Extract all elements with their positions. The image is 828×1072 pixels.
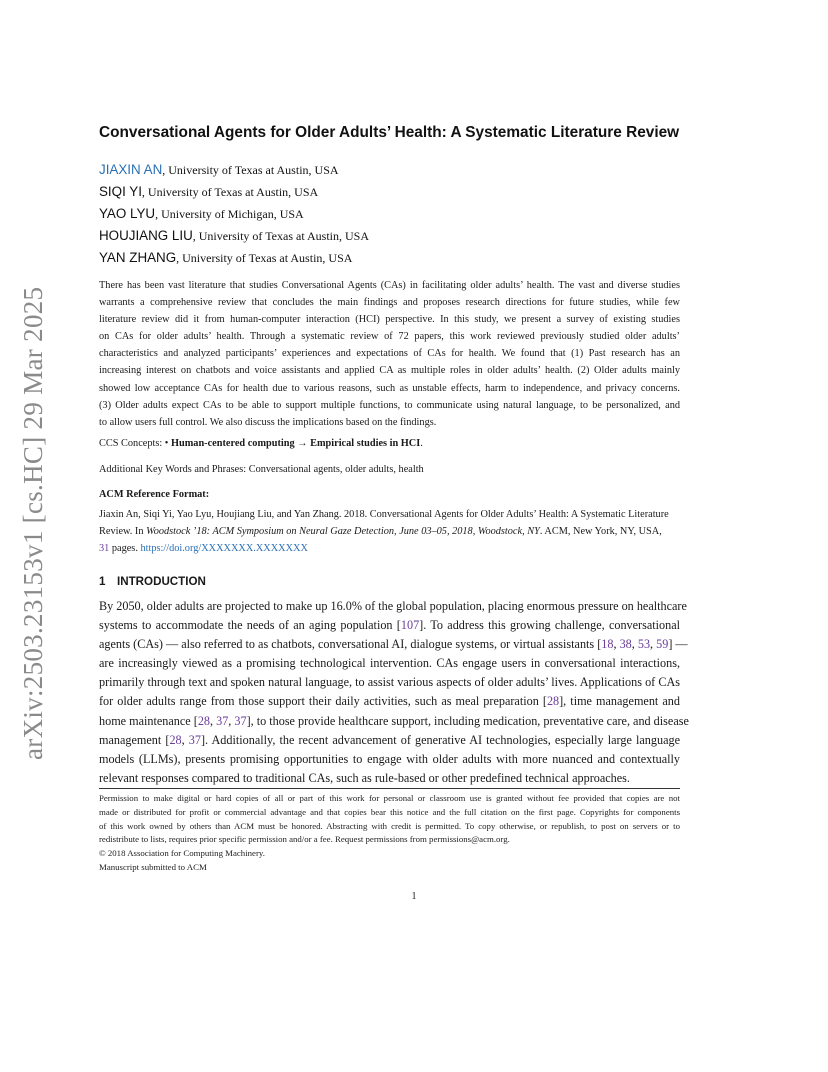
body-line [99,654,680,673]
reference-line [99,540,680,557]
section-heading [99,575,680,588]
reference-text: . ACM, New York, NY, USA, [539,526,662,537]
reference-line [99,523,680,540]
body-text: , [210,713,217,728]
citation-link[interactable]: 18 [601,637,614,652]
citation-link[interactable]: 37 [188,732,201,747]
body-line [99,769,680,788]
section-number: 1 [99,575,106,588]
author-name: YAO LYU [99,206,156,221]
author-name: SIQI YI [99,184,142,199]
body-text: are increasingly viewed as a promising technological intervention. CAs engage users in conversational interactions, [99,656,680,671]
arxiv-identifier-stamp: arXiv:2503.23153v1 [cs.HC] 29 Mar 2025 [18,286,48,760]
author-name: HOUJIANG LIU [99,228,193,243]
section-title: INTRODUCTION [117,575,206,588]
doi-link[interactable]: https://doi.org/XXXXXXX.XXXXXXX [140,543,308,554]
footnote-line: © 2018 Association for Computing Machinery. [99,848,265,859]
author-name-link[interactable]: JIAXIN AN [99,162,163,177]
reference-format-body [99,506,680,557]
body-text: , [650,637,657,652]
author-entry [99,162,339,178]
author-affiliation: , University of Texas at Austin, USA [141,185,319,199]
abstract-line: There has been vast literature that studies Conversational Agents (CAs) in facilitating older adults’ health. The vast and diverse studies [99,280,680,291]
body-text: ]. To address this growing challenge, conversational [419,618,681,633]
body-line [99,597,687,616]
footnote-line: redistribute to lists, requires prior specific permission and/or a fee. Request permissions from permissions@acm.org. [99,834,510,845]
body-text: primarily through text and spoken natural language, to assist various aspects of older adults’ lives. Applications of CAs [99,675,680,690]
footnote-line: of this work owned by others than ACM must be honored. Abstracting with credit is permitted. To copy otherwise, or republish, to post on servers or to [99,820,680,831]
body-text: agents (CAs) — also referred to as chatbots, conversational AI, dialogue systems, or virtual assistants [ [99,637,602,652]
author-affiliation: , University of Texas at Austin, USA [162,163,339,177]
body-line [99,673,680,692]
footnote-divider [99,788,680,789]
paper-title: Conversational Agents for Older Adults’ Health: A Systematic Literature Review [99,124,680,141]
ccs-label: CCS Concepts: • [99,438,171,449]
body-text: , [613,637,620,652]
body-text: ], to those provide healthcare support, including medication, preventative care, and disease [246,713,689,728]
page-number: 1 [411,891,417,902]
body-text: , [228,713,235,728]
abstract [99,277,680,431]
abstract-line: warrants a comprehensive review that concludes the main findings and proposes research directions for future studies, while few [99,297,680,309]
keywords: Additional Key Words and Phrases: Conversational agents, older adults, health [99,464,424,475]
body-line [99,635,688,654]
ccs-subconcept: Empirical studies in HCI [310,438,421,449]
citation-link[interactable]: 37 [216,713,229,728]
body-text: for older adults range from those support their daily activities, such as meal preparation [ [99,694,547,709]
citation-link[interactable]: 28 [169,732,182,747]
citation-link[interactable]: 37 [234,713,247,728]
author-affiliation: , University of Michigan, USA [155,207,304,221]
body-text: ] — [668,637,688,652]
author-entry [99,206,304,222]
footnote-line: Manuscript submitted to ACM [99,861,207,872]
body-text: By 2050, older adults are projected to make up 16.0% of the global population, placing enormous pressure on healthcare [99,599,687,613]
body-text: systems to accommodate the needs of an aging population [ [99,618,401,633]
citation-link[interactable]: 107 [400,618,420,633]
author-entry [99,250,352,266]
body-line [99,692,680,711]
author-affiliation: , University of Texas at Austin, USA [176,251,353,265]
author-name: YAN ZHANG [99,250,177,265]
author-entry [99,228,369,244]
body-text: , [181,732,189,747]
body-text: , [631,637,638,652]
body-text: management [ [99,732,170,747]
abstract-line: characteristics and analyzed participants’ experiences and expectations of CAs for health. We found that (1) Past research has an [99,348,680,360]
body-text: models (LLMs), presents promising opportunities to engage with older adults with more nuanced and contextually [99,751,680,766]
footnote-line: Permission to make digital or hard copies of all or part of this work for personal or classroom use is granted without fee provided that copies are not [99,793,680,803]
body-line [99,731,680,750]
citation-link[interactable]: 38 [619,637,632,652]
body-line [99,712,689,731]
body-line [99,750,680,769]
reference-format-heading: ACM Reference Format: [99,489,210,500]
footnote-line: made or distributed for profit or commercial advantage and that copies bear this notice and the full citation on the first page. Copyrights for components [99,806,680,817]
citation-link[interactable]: 28 [546,694,560,709]
ccs-end: . [420,438,423,449]
reference-text: pages. [109,543,141,554]
author-affiliation: , University of Texas at Austin, USA [192,229,370,243]
body-line [99,616,680,635]
body-text: ]. Additionally, the recent advancement of generative AI technologies, especially large language [200,732,680,747]
copyright-footnote [99,792,680,875]
abstract-line: on CAs for older adults’ health. Through a systematic review of 72 papers, this work reviewed previously studied older adults’ [99,331,680,343]
abstract-line: literature review did it from human-computer interaction (HCI) perspective. In this study, we present a survey of existing studies [99,314,680,326]
abstract-line: to allow users full control. We also discuss the implications based on the findings. [99,416,437,428]
author-entry [99,184,318,200]
ccs-concept: Human-centered computing [170,438,295,449]
abstract-line: increasing interest on chatbots and voice assistants and applied CA as multiple roles in older adults’ health. (2) Older adults mainly [99,365,680,377]
reference-line: Jiaxin An, Siqi Yi, Yao Lyu, Houjiang Liu, and Yan Zhang. 2018. Conversational Agents for Older Adults’ Health: A Systematic Literature [99,509,669,520]
reference-venue: Woodstock ’18: ACM Symposium on Neural Gaze Detection, June 03–05, 2018, Woodstock, NY [146,526,540,537]
page-count-link[interactable]: 31 [99,543,110,554]
citation-link[interactable]: 28 [197,713,210,728]
abstract-line: (3) Older adults expect CAs to be able to support multiple functions, to communicate using natural language, to be personalized, and [99,399,680,411]
body-text: ], time management and [559,694,680,709]
body-text: relevant responses compared to traditional CAs, such as rule-based or other predefined technical approaches. [99,770,630,785]
introduction-body [99,597,689,788]
abstract-line: showed low acceptance CAs for health due to various reasons, such as unstable effects, harm to independence, and privacy concerns. [99,382,680,394]
citation-link[interactable]: 53 [637,637,651,652]
body-text: home maintenance [ [99,713,198,728]
ccs-concepts [99,438,680,449]
ccs-arrow: → [294,438,311,449]
reference-text: Review. In [99,526,147,537]
citation-link[interactable]: 59 [656,637,669,652]
